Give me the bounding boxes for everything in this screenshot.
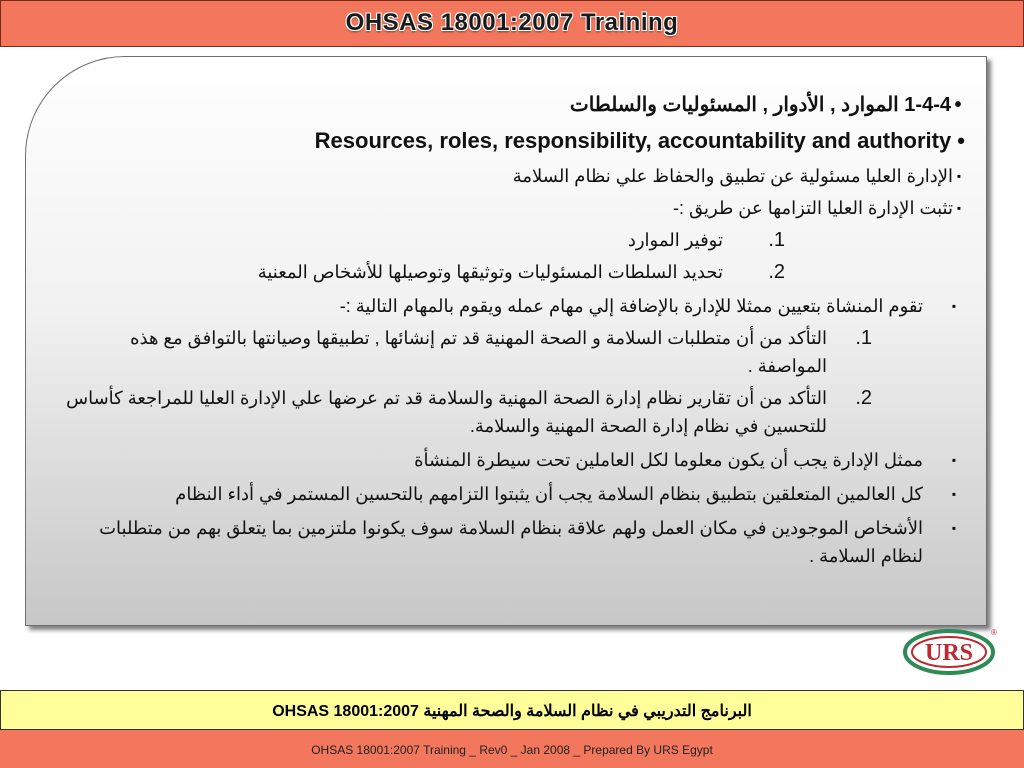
list-item-text: الأشخاص الموجودين في مكان العمل ولهم علاقة بنظام السلامة سوف يكونوا ملتزمين بما يتعلق بهم من متطلبات لنظام السلامة . [99, 518, 923, 566]
footer-title: البرنامج التدريبي في نظام السلامة والصحة المهنية OHSAS 18001:2007 [272, 703, 752, 720]
sub-numbered-list [63, 226, 965, 286]
section-heading [63, 90, 965, 120]
list-item [63, 292, 965, 320]
footer-info-bar [0, 730, 1024, 768]
square-bullet: ▪ [951, 299, 957, 313]
numbered-item [63, 258, 785, 286]
square-bullet: ▪ [951, 487, 957, 501]
content-panel [25, 56, 987, 626]
item-number: 2. [855, 387, 872, 409]
numbered-item-text: التأكد من أن متطلبات السلامة و الصحة المهنية قد تم إنشائها , تطبيقها وصيانتها بالتوافق مع هذه المواصفة . [130, 328, 827, 376]
urs-logo [902, 626, 998, 678]
slide-content [63, 90, 965, 570]
registered-mark: ® [991, 628, 997, 637]
square-bullet: ▪ [951, 521, 957, 535]
numbered-item-text: توفير الموارد [627, 230, 723, 250]
numbered-item [63, 384, 872, 440]
item-number: 1. [768, 229, 785, 251]
list-item-text: ممثل الإدارة يجب أن يكون معلوما لكل العاملين تحت سيطرة المنشأة [414, 450, 923, 470]
square-bullet: ▪ [956, 201, 962, 215]
numbered-item [63, 226, 785, 254]
numbered-item-text: تحديد السلطات المسئوليات وتوثيقها وتوصيلها للأشخاص المعنية [257, 262, 723, 282]
square-bullet: ▪ [951, 453, 957, 467]
numbered-item-text: التأكد من أن تقارير نظام إدارة الصحة المهنية والسلامة قد تم عرضها علي الإدارة العليا للمراجعة كأساس للتحسين في نظام إدارة الصحة المهنية والسلامة. [66, 388, 827, 436]
item-number: 1. [855, 327, 872, 349]
heading-bullet: • [954, 94, 962, 116]
list-item-text: كل العالمين المتعلقين بتطبيق بنظام السلامة يجب أن يثبتوا التزامهم بالتحسين المستمر في أداء النظام [175, 484, 923, 504]
list-item [63, 162, 965, 190]
footer-title-bar [0, 690, 1024, 730]
rep-numbered-list [63, 324, 965, 440]
header-title: OHSAS 18001:2007 Training [345, 9, 679, 36]
heading-text: 1-4-4 الموارد , الأدوار , المسئوليات والسلطات [569, 94, 951, 116]
list-item-text: الإدارة العليا مسئولية عن تطبيق والحفاظ علي نظام السلامة [512, 166, 953, 186]
footer-info-text: OHSAS 18001:2007 Training _ Rev0 _ Jan 2008 _ Prepared By URS Egypt [311, 743, 713, 757]
list-item [63, 480, 965, 508]
urs-logo-graphic [902, 626, 998, 678]
list-item [63, 514, 965, 570]
list-item-text: تثبت الإدارة العليا التزامها عن طريق :- [673, 198, 953, 218]
list-item-text: تقوم المنشاة بتعيين ممثلا للإدارة بالإضافة إلي مهام عمله ويقوم بالمهام التالية :- [339, 296, 923, 316]
item-number: 2. [768, 261, 785, 283]
logo-text: URS [924, 640, 974, 666]
list-item [63, 194, 965, 222]
header-bar [0, 0, 1024, 47]
list-item [63, 446, 965, 474]
square-bullet: ▪ [956, 169, 962, 183]
english-heading: Resources, roles, responsibility, accountability and authority • [314, 128, 965, 153]
numbered-item [63, 324, 872, 380]
